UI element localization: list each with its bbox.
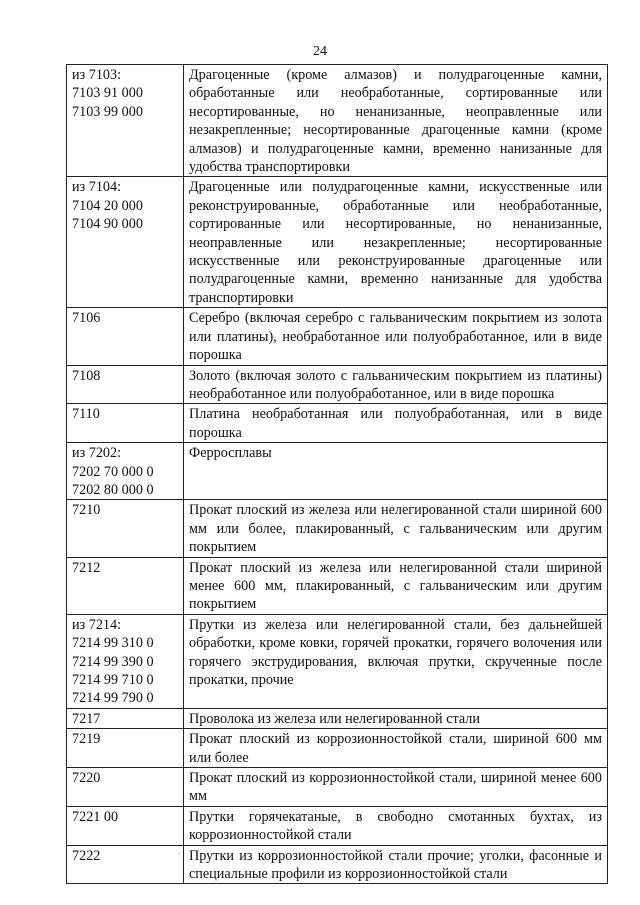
table-row: [67, 177, 608, 308]
description-cell: Драгоценные или полудрагоценные камни, искусственные или реконструированные, обработанные или необработанные, сортированные или несортированные, но ненанизанные, неоправленные или незакрепленные; несортированные искусственные или реконструированные драгоценные или полудрагоценные камни, временно нанизанные для удобства транспортировки: [184, 177, 608, 308]
code-line: 7214 99 790 0: [72, 690, 154, 707]
description-cell: Проволока из железа или нелегированной стали: [184, 708, 608, 728]
code-line: 7106: [72, 310, 101, 327]
code-line: 7220: [72, 770, 101, 787]
code-cell: [67, 500, 184, 557]
code-cell: [67, 404, 184, 443]
code-line: 7103 91 000: [72, 85, 143, 102]
code-line: 7214 99 390 0: [72, 653, 154, 670]
code-cell: [67, 845, 184, 884]
table-row: [67, 729, 608, 768]
table-row: [67, 404, 608, 443]
page-number: 24: [313, 44, 327, 59]
description-cell: Прокат плоский из коррозионностойкой стали, шириной менее 600 мм: [184, 768, 608, 807]
description-cell: Драгоценные (кроме алмазов) и полудрагоценные камни, обработанные или необработанные, сортированные или несортированные, но ненанизанные, неоправленные или незакрепленные; несортированные драгоценные камни (кроме алмазов) и полудрагоценные камни, временно нанизанные для удобства транспортировки: [184, 65, 608, 177]
code-cell: [67, 708, 184, 728]
code-cell: [67, 443, 184, 500]
code-line: 7104 90 000: [72, 216, 143, 233]
code-cell: [67, 65, 184, 177]
code-line: 7222: [72, 847, 101, 864]
code-line: 7103 99 000: [72, 103, 143, 120]
table-row: [67, 768, 608, 807]
table-row: [67, 557, 608, 614]
code-line: 7217: [72, 710, 101, 727]
goods-code-table: [66, 64, 608, 884]
code-line: 7214 99 710 0: [72, 672, 154, 688]
code-line: из 7202:: [72, 445, 122, 462]
code-line: 7219: [72, 731, 101, 748]
description-cell: Ферросплавы: [184, 443, 608, 500]
scan-mark: [178, 853, 180, 854]
table-row: [67, 308, 608, 365]
table-row: [67, 845, 608, 884]
description-cell: Прутки из коррозионностойкой стали прочие; уголки, фасонные и специальные профили из коррозионностойкой стали: [184, 845, 608, 884]
code-line: 7221 00: [72, 808, 119, 825]
code-line: 7202 80 000 0: [72, 481, 154, 498]
table-row: [67, 708, 608, 728]
description-cell: Прутки горячекатаные, в свободно смотанных бухтах, из коррозионностойкой стали: [184, 806, 608, 845]
description-cell: Прокат плоский из коррозионностойкой стали, шириной 600 мм или более: [184, 729, 608, 768]
description-cell: Прокат плоский из железа или нелегированной стали шириной 600 мм или более, плакированный, с гальваническим или другим покрытием: [184, 500, 608, 557]
code-line: 7202 70 000 0: [72, 463, 154, 480]
table-row: [67, 65, 608, 177]
code-cell: [67, 308, 184, 365]
code-line: 7214 99 310 0: [72, 635, 154, 652]
code-cell: [67, 177, 184, 308]
table-body: [67, 65, 608, 884]
code-cell: [67, 806, 184, 845]
table-row: [67, 365, 608, 404]
code-line: 7210: [72, 502, 101, 519]
table-row: [67, 500, 608, 557]
code-line: 7104 20 000: [72, 197, 143, 214]
code-cell: [67, 365, 184, 404]
table-row: [67, 806, 608, 845]
description-cell: Прокат плоский из железа или нелегированной стали шириной менее 600 мм, плакированный, с гальваническим или другим покрытием: [184, 557, 608, 614]
code-cell: [67, 768, 184, 807]
table-row: [67, 443, 608, 500]
code-line: из 7103:: [72, 67, 122, 83]
code-cell: [67, 729, 184, 768]
code-line: 7108: [72, 367, 101, 384]
code-line: 7212: [72, 559, 101, 576]
table-row: [67, 614, 608, 708]
code-line: из 7104:: [72, 179, 122, 196]
code-cell: [67, 557, 184, 614]
description-cell: Платина необработанная или полуобработанная, или в виде порошка: [184, 404, 608, 443]
code-line: 7110: [72, 406, 100, 423]
description-cell: Серебро (включая серебро с гальваническим покрытием из золота или платины), необработанное или полуобработанное, или в виде порошка: [184, 308, 608, 365]
description-cell: Золото (включая золото с гальваническим покрытием из платины) необработанное или полуобработанное, или в виде порошка: [184, 365, 608, 404]
code-cell: [67, 614, 184, 708]
description-cell: Прутки из железа или нелегированной стали, без дальнейшей обработки, кроме ковки, горячей прокатки, горячего волочения или горячего экструдирования, включая прутки, скрученные после прокатки, прочие: [184, 614, 608, 708]
code-line: из 7214:: [72, 616, 122, 633]
